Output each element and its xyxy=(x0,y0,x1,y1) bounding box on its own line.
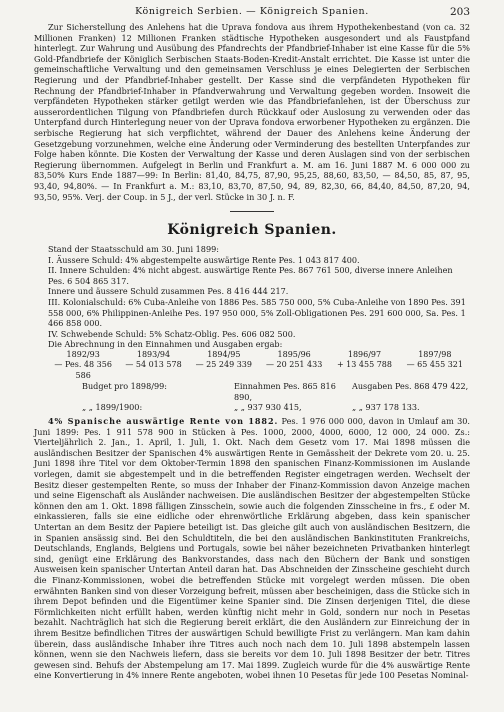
section-title-spanien: Königreich Spanien. xyxy=(167,222,337,239)
budget-expenses: Ausgaben Pes. 868 479 422, xyxy=(352,381,469,392)
rente-text: Pes. 1 976 000 000, davon in Umlauf am 30. Juni 1899: Pes. 1 911 578 900 in Stücken à Pes. 1000, 2000, 4000, 6000, 12 000, 24 000. Zs.: Vierteljährlich 2. Jan., 1. April, 1. Juli, 1. Okt. Nach dem Gesetz vom 17. Mai 1898 müssen die ausländischen Besitzer der Spanischen 4% auswärtigen Rente in Gemässheit der Dekrete vom 20. u. 25. Juni 1898 ihre Titel vor dem Oktober-Termin 1898 den spanischen Finanz-Kommissionen im Auslande vorlegen, damit sie abgestempelt und in die betreffenden Register eingetragen werden. Wechselt der Besitz dieser gestempelten Rente, so muss der Inhaber der Finanz-Kommission davon Anzeige machen und seine Eigenschaft als Ausländer nachweisen. Die ausländischen Besitzer der abgestempelten Stücke können den am 1. Okt. 1898 fälligen Zinsschein, sowie auch die folgenden Zinsscheine in frs., £ oder M. einkassieren, falls sie eine eidliche oder ehrenwörtliche Erklärung abgeben, dass kein spanischer Untertan an dem Besitz der Papiere beteiligt ist. Das gleiche gilt auch von ausländischen Besitzern, die in Spanien ansässig sind. Bei den Schuldtiteln, die bei den ausländischen Bankinstituten Frankreichs, Deutschlands, Englands, Belgiens und Portugals, sowie bei näher bezeichneten Privatbanken hinterlegt sind, genügt eine Erklärung des Bankvorstandes, dass nach den Büchern der Bank und sonstigen Ausweisen kein spanischer Untertan Anteil daran hat. Das Abschneiden der Zinsscheine geschieht durch die Finanz-Kommissionen, wobei die betreffenden Stücke mit vorgelegt werden müssen. Die oben erwähnten Banken sind von dieser Vorzeigung befreit, müssen aber bescheinigen, dass die Stücke sich in ihrem Depot befinden und die Eigentümer keine Spanier sind. Die Zinsen derjenigen Titel, die diese Förmlichkeiten nicht erfüllt haben, werden künftig nicht mehr in Gold, sondern nur noch in Pesetas bezahlt. Nachträglich hat sich die Regierung bereit erklärt, die den Ausländern zur Einreichung der in ihrem Besitze befindlichen Titres der auswärtigen Schuld bewilligte Frist zu verlängern. Man kam dahin überein, dass ausländische Inhaber ihre Titres auch noch nach dem 10. Juli 1898 abstempeln lassen können, wenn sie den Nachweis liefern, dass sie bereits vor dem 10. Juli 1898 Besitzer der betr. Titres gewesen sind. Behufs der Abstempelung am 17. Mai 1899. Zugleich wurde für die 4% auswärtige Rente eine Konvertierung in 4% innere Rente angeboten, wobei ihnen 10 Pesetas für jede 100 Pesetas Nominal- xyxy=(34,416,470,681)
debt-line-external: I. Äussere Schuld: 4% abgestempelte auswärtige Rente Pes. 1 043 817 400. xyxy=(48,254,360,265)
year-cell: 1896/97 xyxy=(347,350,382,360)
result-cell: — 54 013 578 xyxy=(125,360,182,370)
year-cell: 1893/94 xyxy=(136,350,171,360)
result-cell: — 25 249 339 xyxy=(195,360,252,370)
debt-status-line: Stand der Staatsschuld am 30. Juni 1899: xyxy=(48,244,219,255)
years-row xyxy=(34,350,470,360)
year-cell: 1895/96 xyxy=(277,350,311,360)
result-cell: + 13 455 788 xyxy=(336,360,392,370)
results-row xyxy=(34,360,470,381)
accounts-line: Die Abrechnung in den Einnahmen und Ausgaben ergab: xyxy=(48,339,283,350)
result-cell: — 20 251 433 xyxy=(265,360,323,370)
page-number: 203 xyxy=(449,6,470,18)
year-cell: 1897/98 xyxy=(418,350,452,360)
budget-expenses: „ „ 937 178 133. xyxy=(352,402,420,413)
running-title: Königreich Serbien. — Königreich Spanien. xyxy=(135,6,369,17)
rente-paragraph xyxy=(34,416,470,681)
year-cell: 1892/93 xyxy=(66,350,100,360)
debt-line-colonial: III. Kolonialschuld: 6% Cuba-Anleihe von 1886 Pes. 585 750 000, 5% Cuba-Anleihe von 1890 Pes. 391 558 000, 6% Philippinen-Anleihe Pes. 197 950 000, 5% Zoll-Obligationen Pes. 291 600 000, Sa. Pes. 1 466 858 000. xyxy=(48,297,466,329)
result-cell: — Pes. 48 356 586 xyxy=(54,360,112,380)
serbien-paragraph: Zur Sicherstellung des Anlehens hat die Uprava fondova aus ihrem Hypothekenbestand (von ca. 32 Millionen Franken) 12 Millionen Franken städtische Hypotheken ausgesondert und als Faustpfand hinterlegt. Zur Wahrung und Ausübung des Pfandrechts der Pfandbrief-Inhaber ist eine Kasse für die 5% Gold-Pfandbriefe der Königlich Serbischen Staats-Boden-Kredit-Anstalt errichtet. Die Kasse ist unter die gemeinschaftliche Verwaltung und den gemeinsamen Verschluss je eines Delegierten der Serbischen Regierung und der Pfandbrief-Inhaber gestellt. Der Kasse sind die verpfändeten Hypotheken für Rechnung der Pfandbrief-Inhaber in Pfandverwahrung und Verwaltung gegeben worden. Insoweit die verpfändeten Hypotheken stärker getilgt werden wie das Pfandbriefanlehen, ist der Überschuss zur ausserordentlichen Tilgung von Pfandbriefen durch Rückkauf oder Auslosung zu verwenden oder das Unterpfand durch Hinterlegung neuer von der Uprava fondova erworbener Hypotheken zu ergänzen. Die serbische Regierung hat sich verpflichtet, während der Dauer des Anlehens keine Änderung der Gesetzgebung vorzunehmen, welche eine Änderung oder Verminderung des bestellten Unterpfandes zur Folge haben könnte. Die Kosten der Verwaltung der Kasse und deren Auslagen sind von der serbischen Regierung übernommen. Aufgelegt in Berlin und Frankfurt a. M. am 16. Juni 1887 M. 6 000 000 zu 83,50% Kurs Ende 1887—99: In Berlin: 81,40, 84,75, 87,90, 95,25, 88,60, 83,50, — 84,50, 85, 87, 95, 93,40, 94,80%. — In Frankfurt a. M.: 83,10, 83,70, 87,50, 94, 89, 82,30, 66, 84,40, 84,50, 87,20, 94, 93,50, 95%. Verj. der Coup. in 5 J., der verl. Stücke in 30 J. n. F. xyxy=(34,22,470,202)
debt-line-internal: II. Innere Schulden: 4% nicht abgest. auswärtige Rente Pes. 867 761 500, diverse innere Anleihen Pes. 6 504 865 317. xyxy=(48,265,453,286)
budget-row xyxy=(34,381,470,402)
budget-label: „ „ 1899/1900: xyxy=(82,402,143,413)
budget-income: Einnahmen Pes. 865 816 890, xyxy=(234,381,336,402)
budget-label: Budget pro 1898/99: xyxy=(82,381,167,392)
rente-heading: 4% Spanische auswärtige Rente von 1882. xyxy=(48,416,279,427)
section-divider xyxy=(230,211,274,212)
budget-row xyxy=(34,402,470,413)
budget-income: „ „ 937 930 415, xyxy=(234,402,302,413)
result-cell: — 65 455 321 xyxy=(406,360,463,370)
debt-line-total: Innere und äussere Schuld zusammen Pes. 8 416 444 217. xyxy=(48,286,289,297)
running-head xyxy=(34,6,470,22)
debt-line-floating: IV. Schwebende Schuld: 5% Schatz-Oblig. Pes. 606 082 500. xyxy=(48,328,296,339)
year-cell: 1894/95 xyxy=(207,350,241,360)
